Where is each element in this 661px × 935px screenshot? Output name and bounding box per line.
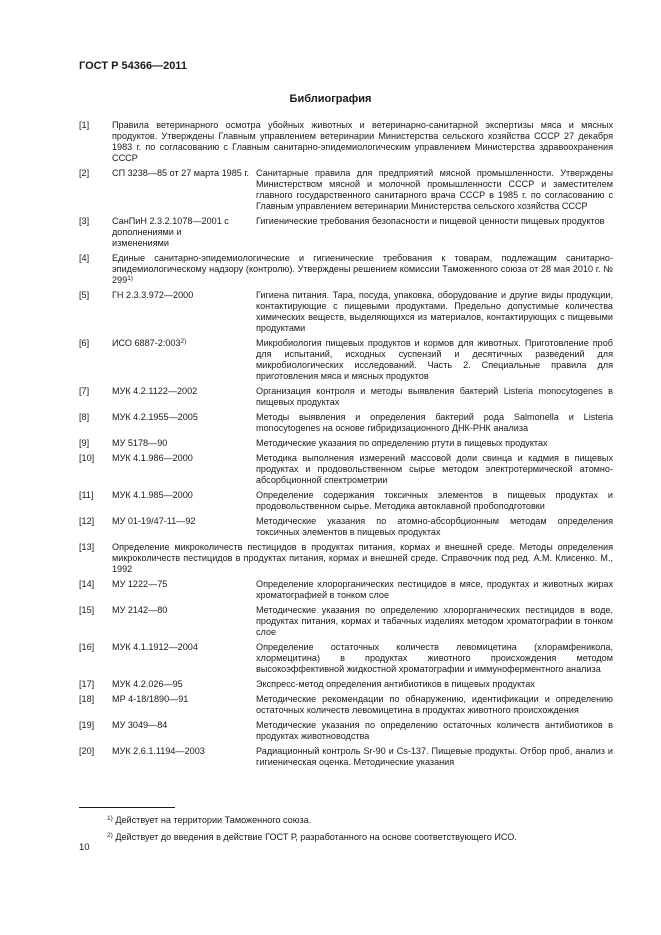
entry-code: МУК 4.1.986—2000: [112, 453, 193, 463]
entry-number: [9]: [79, 438, 90, 448]
footnote-divider: [79, 807, 175, 808]
bib-entry-3: [79, 216, 613, 249]
bib-entry-16: [79, 642, 613, 675]
entry-text: Организация контроля и методы выявления бактерий Listeria monocytogenes в пищевых продуктах: [256, 386, 613, 407]
bib-entry-7: [79, 386, 613, 408]
bib-entry-5: [79, 290, 613, 334]
entry-code: СП 3238—85 от 27 марта 1985 г.: [112, 168, 250, 178]
entry-code: МУК 4.1.1912—2004: [112, 642, 198, 652]
footnote-text: Действует до введения в действие ГОСТ Р, разработанного на основе соответствующего ИСО.: [115, 832, 517, 842]
entry-code: МУ 5178—90: [112, 438, 168, 448]
bib-entry-1: [79, 120, 613, 164]
entry-code: МУ 01-19/47-11—92: [112, 516, 196, 526]
footnote-mark: 1): [107, 815, 113, 822]
entry-code: МУК 4.2.1955—2005: [112, 412, 198, 422]
entry-text: Методы выявления и определения бактерий рода Salmonella и Listeria monocytogenes на основе гибридизационного ДНК-РНК анализа: [256, 412, 613, 433]
entry-text: Радиационный контроль Sr-90 и Cs-137. Пищевые продукты. Отбор проб, анализ и гигиеническая оценка. Методические указания: [256, 746, 613, 767]
entry-number: [8]: [79, 412, 90, 422]
entry-text: Определение остаточных количеств левомицетина (хлорамфеникола, хлормецитина) в продуктах животного происхождения методом высокоэффективной жидкостной хроматографии и иммуноферментного анализа: [256, 642, 613, 674]
entry-text: Санитарные правила для предприятий мясной промышленности. Утверждены Министерством мясной и молочной промышленности СССР и заместителем главного государственного санитарного врача СССР в 1985 г. по согласованию с Главным управлением ветеринарии Министерства сельского хозяйства СССР: [256, 168, 613, 211]
footnotes: [107, 812, 517, 846]
entry-text: Методические указания по определению остаточных количеств антибиотиков в продуктах животноводства: [256, 720, 613, 741]
entry-text: Определение хлорорганических пестицидов в мясе, продуктах и животных жирах хроматографией в тонком слое: [256, 579, 613, 600]
entry-text: Микробиология пищевых продуктов и кормов для животных. Приготовление проб для испытаний, исходных суспензий и десятичных разведений для микробиологических исследований. Часть 2. Специальные правила для приготовления мяса и мясных продуктов: [256, 338, 613, 381]
entry-number: [6]: [79, 338, 90, 348]
entry-text: Методические указания по определению ртути в пищевых продуктах: [256, 438, 548, 448]
bib-entry-2: [79, 168, 613, 212]
bib-entry-6: [79, 338, 613, 382]
entry-text: Методические указания по атомно-абсорбционным методам определения токсичных элементов в пищевых продуктах: [256, 516, 613, 537]
entry-code: СанПиН 2.3.2.1078—2001 с дополнениями и изменениями: [112, 216, 229, 248]
entry-text: Единые санитарно-эпидемиологические и гигиенические требования к товарам, подлежащим санитарно-эпидемиологическому надзору (контролю). Утверждены решением комиссии Таможенного союза от 28 мая 2010 г. № 299: [112, 253, 613, 285]
entry-code: МУК 4.2.1122—2002: [112, 386, 198, 396]
entry-code: ИСО 6887-2:003: [112, 338, 181, 348]
entry-code: МУК 2.6.1.1194—2003: [112, 746, 205, 756]
bib-entry-17: [79, 679, 613, 690]
entry-code: МУК 4.1.985—2000: [112, 490, 193, 500]
bib-entry-11: [79, 490, 613, 512]
footnote-ref: 1): [127, 275, 133, 282]
entry-code: МР 4-18/1890—91: [112, 694, 189, 704]
bibliography-list: [79, 120, 613, 772]
bib-entry-20: [79, 746, 613, 768]
entry-text: Методика выполнения измерений массовой доли свинца и кадмия в пищевых продуктах и продовольственном сырье методом электротермической атомно-абсорбционной спектрометрии: [256, 453, 613, 485]
entry-number: [19]: [79, 720, 95, 730]
footnote-ref: 2): [180, 338, 187, 345]
entry-number: [1]: [79, 120, 90, 130]
bib-entry-9: [79, 438, 613, 449]
entry-number: [4]: [79, 253, 90, 263]
footnote-mark: 2): [107, 832, 113, 839]
entry-number: [3]: [79, 216, 90, 226]
entry-number: [20]: [79, 746, 95, 756]
entry-number: [17]: [79, 679, 95, 689]
bib-entry-19: [79, 720, 613, 742]
entry-code: МУ 3049—84: [112, 720, 168, 730]
entry-number: [10]: [79, 453, 95, 463]
entry-text: Определение содержания токсичных элементов в пищевых продуктах и продовольственном сырье. Методика автоклавной пробоподготовки: [256, 490, 613, 511]
footnote-2: [107, 829, 517, 846]
page-number: 10: [79, 842, 90, 853]
page-title: Библиография: [289, 93, 372, 105]
entry-number: [5]: [79, 290, 90, 300]
entry-text: Определение микроколичеств пестицидов в продуктах питания, кормах и внешней среде. Методы определения микроколичеств пестицидов в продуктах питания, кормах и внешней среде. Справочник под ред. А.М. Клисенко. М., 1992: [112, 542, 613, 574]
entry-code: МУК 4.2.026—95: [112, 679, 183, 689]
entry-code: ГН 2.3.3.972—2000: [112, 290, 194, 300]
bib-entry-14: [79, 579, 613, 601]
entry-number: [12]: [79, 516, 95, 526]
entry-number: [13]: [79, 542, 95, 552]
entry-number: [7]: [79, 386, 90, 396]
entry-number: [18]: [79, 694, 95, 704]
bib-entry-8: [79, 412, 613, 434]
footnote-text: Действует на территории Таможенного союза.: [115, 815, 312, 825]
entry-code: МУ 2142—80: [112, 605, 168, 615]
bib-entry-4: [79, 253, 613, 286]
bib-entry-13: [79, 542, 613, 575]
entry-number: [11]: [79, 490, 94, 500]
bib-entry-18: [79, 694, 613, 716]
entry-text: Правила ветеринарного осмотра убойных животных и ветеринарно-санитарной экспертизы мяса и мясных продуктов. Утверждены Главным управлением ветеринарии Министерства сельского хозяйства СССР 27 декабря 1983 г. по согласованию с Главным санитарно-эпидемиологическим управлением Министерства здравоохранения СССР: [112, 120, 613, 163]
entry-text: Методические указания по определению хлорорганических пестицидов в воде, продуктах питания, кормах и табачных изделиях методом хроматографии в тонком слое: [256, 605, 613, 637]
bib-entry-12: [79, 516, 613, 538]
entry-text: Экспресс-метод определения антибиотиков в пищевых продуктах: [256, 679, 535, 689]
entry-number: [15]: [79, 605, 95, 615]
bib-entry-10: [79, 453, 613, 486]
entry-number: [14]: [79, 579, 95, 589]
document-header: ГОСТ Р 54366—2011: [79, 60, 187, 72]
entry-code: МУ 1222—75: [112, 579, 168, 589]
entry-number: [2]: [79, 168, 90, 178]
footnote-1: [107, 812, 517, 829]
entry-text: Гигиена питания. Тара, посуда, упаковка, оборудование и другие виды продукции, контактирующие с пищевыми продуктами. Предельно допустимые количества химических веществ, выделяющихся из материалов, контактирующих с пищевыми продуктами: [256, 290, 613, 333]
entry-text: Методические рекомендации по обнаружению, идентификации и определению остаточных количеств левомицетина в продуктах животного происхождения: [256, 694, 613, 715]
entry-number: [16]: [79, 642, 95, 652]
bib-entry-15: [79, 605, 613, 638]
entry-text: Гигиенические требования безопасности и пищевой ценности пищевых продуктов: [256, 216, 605, 226]
